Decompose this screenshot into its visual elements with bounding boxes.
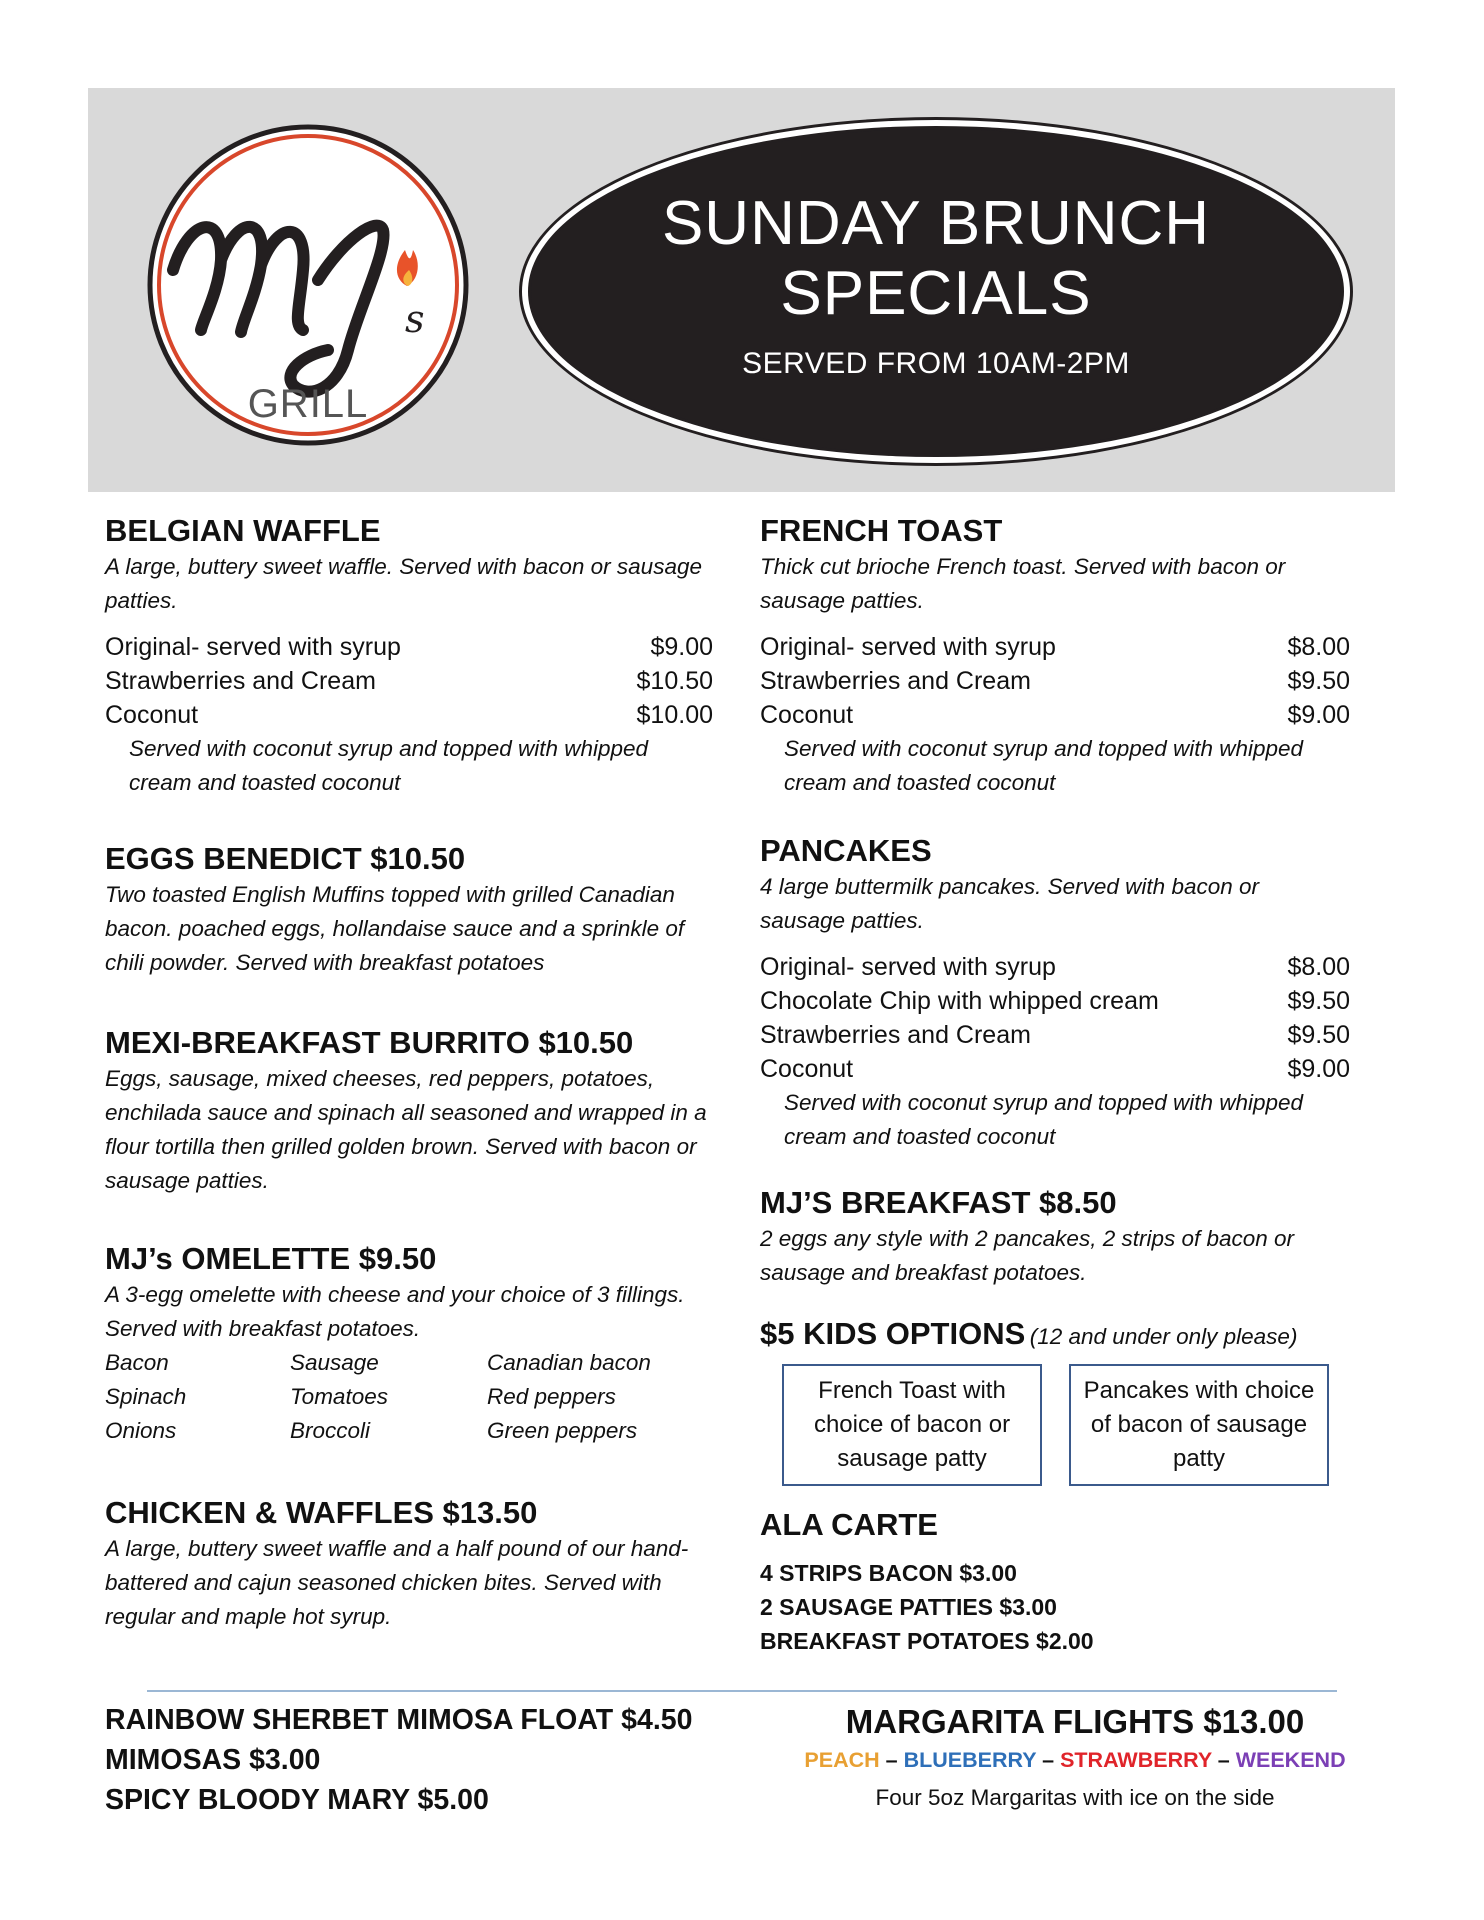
menu-item — [105, 698, 713, 732]
kids-option-pancakes: Pancakes with choice of bacon of sausage patty — [1069, 1364, 1329, 1486]
item-price: $9.50 — [1287, 987, 1350, 1015]
item-price: $9.00 — [1287, 701, 1350, 729]
mjs-grill-logo — [143, 120, 473, 450]
margarita-description: Four 5oz Margaritas with ice on the side — [875, 1785, 1275, 1810]
item-name: Strawberries and Cream — [760, 1021, 1031, 1049]
menu-item — [760, 698, 1350, 732]
section-description: 2 eggs any style with 2 pancakes, 2 strips of bacon or sausage and breakfast potatoes. — [760, 1226, 1295, 1285]
filling-option: Sausage — [290, 1350, 379, 1375]
drink-item: MIMOSAS $3.00 — [105, 1744, 321, 1776]
item-note: Served with coconut syrup and topped with whipped cream and toasted coconut — [784, 736, 1304, 795]
section-title: MEXI-BREAKFAST BURRITO $10.50 — [105, 1025, 634, 1060]
menu-item — [760, 984, 1350, 1018]
omelette-fillings — [105, 1346, 713, 1448]
section-description: Two toasted English Muffins topped with grilled Canadian bacon. poached eggs, hollandaise sauce and a sprinkle of chili powder. Served with breakfast potatoes — [105, 882, 685, 975]
section-title: FRENCH TOAST — [760, 513, 1003, 548]
section-pancakes — [760, 832, 1350, 1154]
filling-option: Canadian bacon — [487, 1350, 651, 1375]
section-kids-options — [760, 1316, 1400, 1352]
section-title: MJ’s OMELETTE $9.50 — [105, 1241, 437, 1276]
section-eggs-benedict — [105, 840, 713, 980]
section-title: CHICKEN & WAFFLES $13.50 — [105, 1495, 538, 1530]
filling-option: Broccoli — [290, 1418, 371, 1443]
flavor-separator: – — [879, 1748, 904, 1772]
section-title: MJ’S BREAKFAST $8.50 — [760, 1185, 1117, 1220]
section-description: Thick cut brioche French toast. Served with bacon or sausage patties. — [760, 554, 1286, 613]
item-name: Strawberries and Cream — [105, 667, 376, 695]
section-french-toast — [760, 512, 1350, 800]
item-name: Original- served with syrup — [760, 633, 1056, 661]
filling-option: Tomatoes — [290, 1384, 388, 1409]
title-line-2: SPECIALS — [780, 259, 1092, 328]
drink-item: RAINBOW SHERBET MIMOSA FLOAT $4.50 — [105, 1704, 693, 1736]
menu-item — [760, 950, 1350, 984]
filling-option: Spinach — [105, 1384, 187, 1409]
menu-item — [760, 1052, 1350, 1086]
section-burrito — [105, 1024, 713, 1198]
section-belgian-waffle — [105, 512, 713, 800]
flavor-separator: – — [1036, 1748, 1061, 1772]
divider — [147, 1690, 1337, 1692]
drink-item: SPICY BLOODY MARY $5.00 — [105, 1784, 489, 1816]
item-price: $10.50 — [636, 667, 713, 695]
menu-item — [760, 664, 1350, 698]
section-title: EGGS BENEDICT $10.50 — [105, 841, 466, 876]
item-note: Served with coconut syrup and topped with whipped cream and toasted coconut — [129, 736, 649, 795]
header-banner — [88, 88, 1395, 492]
item-price: $10.00 — [636, 701, 713, 729]
title-oval — [528, 126, 1344, 457]
section-title: $5 KIDS OPTIONS — [760, 1316, 1026, 1351]
filling-option: Green peppers — [487, 1418, 638, 1443]
filling-option: Red peppers — [487, 1384, 616, 1409]
section-description: A large, buttery sweet waffle. Served with bacon or sausage patties. — [105, 554, 702, 613]
kids-age-note: (12 and under only please) — [1029, 1324, 1298, 1349]
ala-carte-item: 4 STRIPS BACON $3.00 — [760, 1560, 1017, 1586]
serving-hours: SERVED FROM 10AM-2PM — [742, 347, 1130, 380]
section-mjs-breakfast — [760, 1184, 1350, 1290]
page-title — [531, 189, 1341, 329]
section-title: BELGIAN WAFFLE — [105, 513, 381, 548]
ala-carte-item: BREAKFAST POTATOES $2.00 — [760, 1628, 1094, 1654]
section-description: A large, buttery sweet waffle and a half pound of our hand-battered and cajun seasoned chicken bites. Served with regular and maple hot syrup. — [105, 1536, 689, 1629]
margarita-title: MARGARITA FLIGHTS $13.00 — [845, 1703, 1305, 1740]
flavor-peach: PEACH — [804, 1748, 880, 1772]
title-line-1: SUNDAY BRUNCH — [661, 189, 1211, 258]
section-description: A 3-egg omelette with cheese and your choice of 3 fillings. Served with breakfast potatoes. — [105, 1282, 685, 1341]
section-description: 4 large buttermilk pancakes. Served with bacon or sausage patties. — [760, 874, 1260, 933]
item-price: $8.00 — [1287, 953, 1350, 981]
section-description: Eggs, sausage, mixed cheeses, red peppers, potatoes, enchilada sauce and spinach all seasoned and wrapped in a flour tortilla then grilled golden brown. Served with bacon or sausage patties. — [105, 1066, 707, 1193]
item-price: $9.00 — [650, 633, 713, 661]
svg-text:s: s — [405, 297, 425, 341]
section-omelette — [105, 1240, 713, 1448]
filling-option: Bacon — [105, 1350, 169, 1375]
section-chicken-waffles — [105, 1494, 713, 1634]
item-name: Coconut — [760, 701, 854, 729]
menu-item — [105, 630, 713, 664]
filling-option: Onions — [105, 1418, 177, 1443]
item-name: Coconut — [760, 1055, 854, 1083]
margarita-flavors — [760, 1748, 1390, 1773]
flavor-strawberry: STRAWBERRY — [1060, 1748, 1212, 1772]
item-note: Served with coconut syrup and topped with whipped cream and toasted coconut — [784, 1090, 1304, 1149]
item-name: Coconut — [105, 701, 199, 729]
item-name: Strawberries and Cream — [760, 667, 1031, 695]
menu-item — [105, 664, 713, 698]
item-name: Original- served with syrup — [105, 633, 401, 661]
item-price: $9.50 — [1287, 667, 1350, 695]
drinks-list — [105, 1700, 692, 1820]
item-price: $9.00 — [1287, 1055, 1350, 1083]
flavor-blueberry: BLUEBERRY — [903, 1748, 1037, 1772]
menu-item — [760, 630, 1350, 664]
section-title: PANCAKES — [760, 833, 932, 868]
item-price: $9.50 — [1287, 1021, 1350, 1049]
flavor-separator: – — [1211, 1748, 1236, 1772]
item-name: Chocolate Chip with whipped cream — [760, 987, 1159, 1015]
section-title: ALA CARTE — [760, 1507, 938, 1542]
section-ala-carte — [760, 1506, 1350, 1658]
ala-carte-item: 2 SAUSAGE PATTIES $3.00 — [760, 1594, 1057, 1620]
logo-grill-text: GRILL — [247, 382, 369, 426]
item-price: $8.00 — [1287, 633, 1350, 661]
item-name: Original- served with syrup — [760, 953, 1056, 981]
flavor-weekend: WEEKEND — [1235, 1748, 1346, 1772]
menu-item — [760, 1018, 1350, 1052]
kids-option-french-toast: French Toast with choice of bacon or sausage patty — [782, 1364, 1042, 1486]
